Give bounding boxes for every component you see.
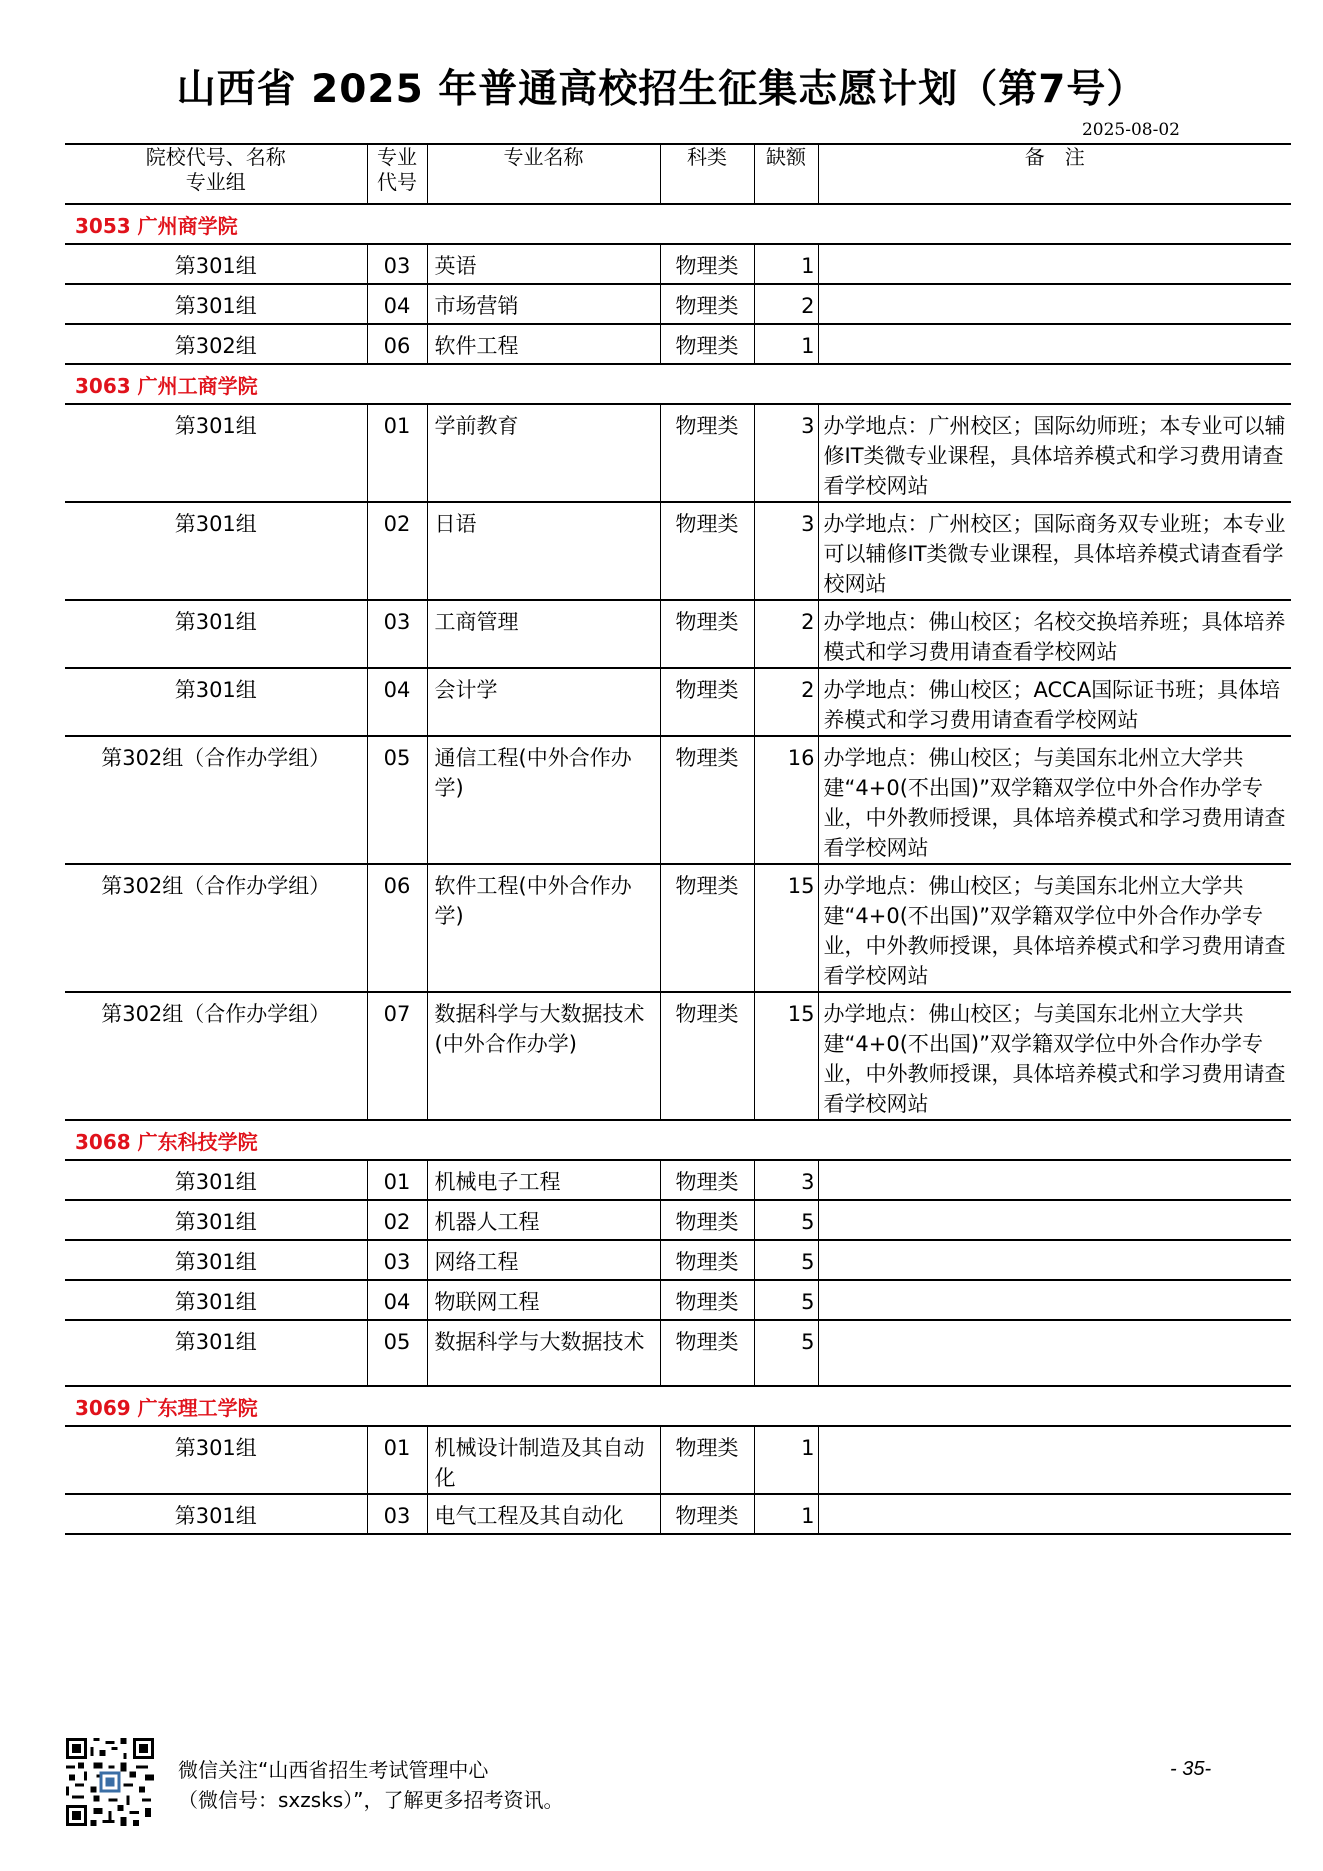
note-cell: 办学地点：佛山校区；与美国东北州立大学共建“4+0(不出国)”双学籍双学位中外合作办学专业，中外教师授课，具体培养模式和学习费用请查看学校网站 — [818, 864, 1291, 992]
category-cell: 物理类 — [660, 600, 754, 668]
major-name-cell: 工商管理 — [427, 600, 660, 668]
table-row — [65, 324, 1291, 364]
major-name-cell: 日语 — [427, 502, 660, 600]
note-cell: 办学地点：广州校区；国际幼师班；本专业可以辅修IT类微专业课程，具体培养模式和学习费用请查看学校网站 — [818, 404, 1291, 502]
header-note: 备 注 — [818, 144, 1291, 204]
major-name-cell: 会计学 — [427, 668, 660, 736]
note-cell — [818, 284, 1291, 324]
note-cell — [818, 1280, 1291, 1320]
table-row — [65, 992, 1291, 1120]
category-cell: 物理类 — [660, 244, 754, 284]
quota-cell: 1 — [754, 1426, 818, 1494]
footer-notice — [178, 1755, 564, 1815]
footer-line-2: （微信号：sxzsks）”，了解更多招考资讯。 — [178, 1788, 564, 1812]
major-code-cell: 03 — [367, 600, 427, 668]
major-code-cell: 03 — [367, 244, 427, 284]
table-row — [65, 600, 1291, 668]
institution-heading: 3063 广州工商学院 — [65, 364, 1291, 404]
qr-code-icon — [66, 1738, 154, 1826]
quota-cell: 5 — [754, 1280, 818, 1320]
major-code-cell: 01 — [367, 1160, 427, 1200]
category-cell: 物理类 — [660, 324, 754, 364]
category-cell: 物理类 — [660, 1320, 754, 1386]
group-cell: 第301组 — [65, 1200, 367, 1240]
quota-cell: 5 — [754, 1240, 818, 1280]
header-code: 专业 代号 — [367, 144, 427, 204]
group-cell: 第301组 — [65, 404, 367, 502]
table-row — [65, 502, 1291, 600]
note-cell — [818, 1426, 1291, 1494]
table-row — [65, 1320, 1291, 1386]
group-cell: 第302组（合作办学组） — [65, 992, 367, 1120]
institution-heading-row — [65, 1386, 1291, 1426]
quota-cell: 1 — [754, 1494, 818, 1534]
quota-cell: 3 — [754, 1160, 818, 1200]
major-name-cell: 机械电子工程 — [427, 1160, 660, 1200]
group-cell: 第301组 — [65, 244, 367, 284]
group-cell: 第301组 — [65, 284, 367, 324]
group-cell: 第302组（合作办学组） — [65, 864, 367, 992]
major-name-cell: 软件工程(中外合作办学) — [427, 864, 660, 992]
note-cell — [818, 244, 1291, 284]
major-code-cell: 02 — [367, 502, 427, 600]
publish-date: 2025-08-02 — [1081, 120, 1180, 140]
major-code-cell: 01 — [367, 1426, 427, 1494]
major-code-cell: 04 — [367, 1280, 427, 1320]
category-cell: 物理类 — [660, 284, 754, 324]
table-row — [65, 244, 1291, 284]
category-cell: 物理类 — [660, 404, 754, 502]
major-code-cell: 06 — [367, 864, 427, 992]
major-code-cell: 03 — [367, 1494, 427, 1534]
major-name-cell: 软件工程 — [427, 324, 660, 364]
major-name-cell: 数据科学与大数据技术 — [427, 1320, 660, 1386]
table-row — [65, 864, 1291, 992]
quota-cell: 15 — [754, 864, 818, 992]
table-row — [65, 1240, 1291, 1280]
major-code-cell: 02 — [367, 1200, 427, 1240]
page-number: - 35- — [1170, 1758, 1212, 1780]
note-cell — [818, 1240, 1291, 1280]
quota-cell: 5 — [754, 1200, 818, 1240]
quota-cell: 1 — [754, 244, 818, 284]
major-code-cell: 05 — [367, 1320, 427, 1386]
institution-heading: 3053 广州商学院 — [65, 204, 1291, 244]
major-name-cell: 网络工程 — [427, 1240, 660, 1280]
category-cell: 物理类 — [660, 1426, 754, 1494]
table-row — [65, 1160, 1291, 1200]
major-name-cell: 英语 — [427, 244, 660, 284]
major-name-cell: 市场营销 — [427, 284, 660, 324]
quota-cell: 5 — [754, 1320, 818, 1386]
major-code-cell: 04 — [367, 668, 427, 736]
table-row — [65, 736, 1291, 864]
major-name-cell: 机械设计制造及其自动化 — [427, 1426, 660, 1494]
note-cell: 办学地点：佛山校区；与美国东北州立大学共建“4+0(不出国)”双学籍双学位中外合作办学专业，中外教师授课，具体培养模式和学习费用请查看学校网站 — [818, 992, 1291, 1120]
group-cell: 第301组 — [65, 502, 367, 600]
major-name-cell: 学前教育 — [427, 404, 660, 502]
major-code-cell: 03 — [367, 1240, 427, 1280]
group-cell: 第301组 — [65, 668, 367, 736]
footer-line-1: 微信关注“山西省招生考试管理中心 — [178, 1758, 489, 1782]
page-title: 山西省 2025 年普通高校招生征集志愿计划（第7号） — [176, 67, 1147, 112]
quota-cell: 1 — [754, 324, 818, 364]
major-name-cell: 电气工程及其自动化 — [427, 1494, 660, 1534]
category-cell: 物理类 — [660, 502, 754, 600]
quota-cell: 3 — [754, 404, 818, 502]
enrollment-plan-table — [65, 143, 1291, 1535]
group-cell: 第301组 — [65, 1160, 367, 1200]
major-code-cell: 01 — [367, 404, 427, 502]
category-cell: 物理类 — [660, 1160, 754, 1200]
quota-cell: 15 — [754, 992, 818, 1120]
group-cell: 第301组 — [65, 1280, 367, 1320]
institution-heading-row — [65, 364, 1291, 404]
major-name-cell: 物联网工程 — [427, 1280, 660, 1320]
major-name-cell: 机器人工程 — [427, 1200, 660, 1240]
table-row — [65, 1494, 1291, 1534]
quota-cell: 16 — [754, 736, 818, 864]
category-cell: 物理类 — [660, 668, 754, 736]
category-cell: 物理类 — [660, 864, 754, 992]
quota-cell: 2 — [754, 600, 818, 668]
major-code-cell: 06 — [367, 324, 427, 364]
note-cell: 办学地点：佛山校区；名校交换培养班；具体培养模式和学习费用请查看学校网站 — [818, 600, 1291, 668]
table-row — [65, 1426, 1291, 1494]
major-name-cell: 数据科学与大数据技术(中外合作办学) — [427, 992, 660, 1120]
note-cell — [818, 1320, 1291, 1386]
group-cell: 第301组 — [65, 1240, 367, 1280]
header-category: 科类 — [660, 144, 754, 204]
note-cell — [818, 324, 1291, 364]
header-name: 专业名称 — [427, 144, 660, 204]
table-row — [65, 1280, 1291, 1320]
note-cell — [818, 1494, 1291, 1534]
institution-heading: 3069 广东理工学院 — [65, 1386, 1291, 1426]
note-cell — [818, 1160, 1291, 1200]
group-cell: 第301组 — [65, 600, 367, 668]
major-code-cell: 07 — [367, 992, 427, 1120]
major-code-cell: 04 — [367, 284, 427, 324]
institution-heading-row — [65, 1120, 1291, 1160]
table-header-row — [65, 144, 1291, 204]
table-row — [65, 284, 1291, 324]
header-quota: 缺额 — [754, 144, 818, 204]
institution-heading-row — [65, 204, 1291, 244]
category-cell: 物理类 — [660, 1494, 754, 1534]
quota-cell: 2 — [754, 668, 818, 736]
note-cell: 办学地点：佛山校区；与美国东北州立大学共建“4+0(不出国)”双学籍双学位中外合作办学专业，中外教师授课，具体培养模式和学习费用请查看学校网站 — [818, 736, 1291, 864]
group-cell: 第301组 — [65, 1426, 367, 1494]
category-cell: 物理类 — [660, 1200, 754, 1240]
table-row — [65, 668, 1291, 736]
note-cell: 办学地点：佛山校区；ACCA国际证书班；具体培养模式和学习费用请查看学校网站 — [818, 668, 1291, 736]
quota-cell: 2 — [754, 284, 818, 324]
major-name-cell: 通信工程(中外合作办学) — [427, 736, 660, 864]
category-cell: 物理类 — [660, 992, 754, 1120]
note-cell: 办学地点：广州校区；国际商务双专业班；本专业可以辅修IT类微专业课程，具体培养模式请查看学校网站 — [818, 502, 1291, 600]
group-cell: 第301组 — [65, 1494, 367, 1534]
quota-cell: 3 — [754, 502, 818, 600]
table-row — [65, 404, 1291, 502]
category-cell: 物理类 — [660, 1240, 754, 1280]
header-group: 院校代号、名称 专业组 — [65, 144, 367, 204]
category-cell: 物理类 — [660, 736, 754, 864]
group-cell: 第301组 — [65, 1320, 367, 1386]
group-cell: 第302组 — [65, 324, 367, 364]
table-row — [65, 1200, 1291, 1240]
institution-heading: 3068 广东科技学院 — [65, 1120, 1291, 1160]
category-cell: 物理类 — [660, 1280, 754, 1320]
group-cell: 第302组（合作办学组） — [65, 736, 367, 864]
major-code-cell: 05 — [367, 736, 427, 864]
note-cell — [818, 1200, 1291, 1240]
